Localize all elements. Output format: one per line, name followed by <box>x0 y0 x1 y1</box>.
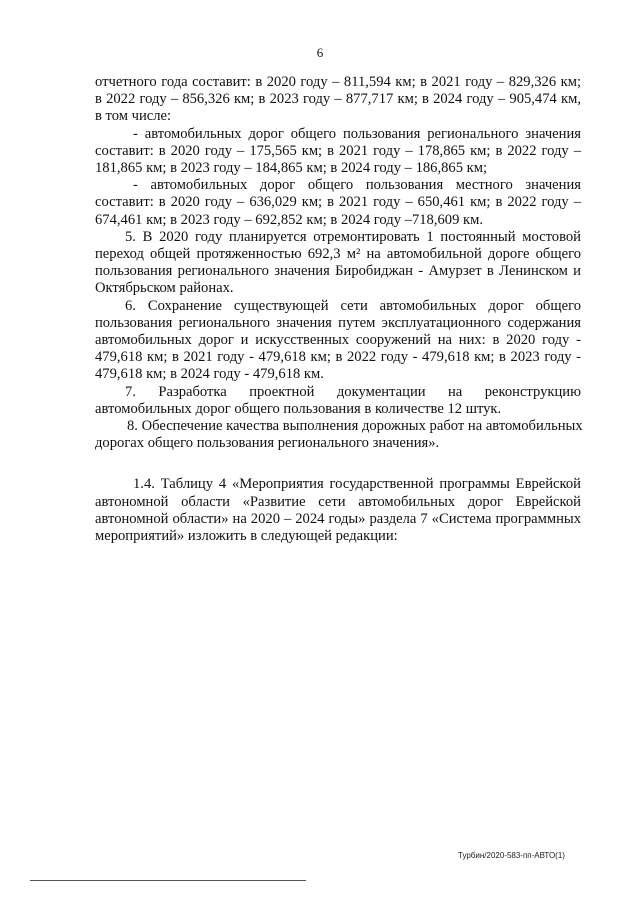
text-line: 674,461 км; в 2023 году – 692,852 км; в 2024 году –718,609 км. <box>95 211 483 228</box>
text-line: 479,618 км; в 2021 году - 479,618 км; в 2022 году - 479,618 км; в 2023 году - <box>95 349 581 366</box>
text-line: в том числе: <box>95 108 172 125</box>
text-line: в 2022 году – 856,326 км; в 2023 году – 877,717 км; в 2024 году – 905,474 км, <box>95 91 581 108</box>
text-line: Октябрьском районах. <box>95 280 234 297</box>
text-line: мероприятий» изложить в следующей редакции: <box>95 528 398 545</box>
text-line: автомобильных дорог и искусственных сооружений на них: в 2020 году - <box>95 332 581 349</box>
footer-divider <box>30 880 306 881</box>
text-line: 479,618 км; в 2024 году - 479,618 км. <box>95 366 324 383</box>
text-line: - автомобильных дорог общего пользования регионального значения <box>133 125 581 142</box>
text-line: пользования регионального значения Биробиджан - Амурзет в Ленинском и <box>95 263 581 280</box>
document-code: Турбин/2020-583-пп-АВТО(1) <box>458 851 565 860</box>
text-line: пользования регионального значения путем эксплуатационного содержания <box>95 314 581 331</box>
text-line: 1.4. Таблицу 4 «Мероприятия государственной программы Еврейской <box>133 476 581 493</box>
text-line: автономной области» на 2020 – 2024 годы» раздела 7 «Система программных <box>95 510 581 527</box>
document-body <box>95 74 581 545</box>
text-line: 5. В 2020 году планируется отремонтировать 1 постоянный мостовой <box>125 228 581 245</box>
text-line: составит: в 2020 году – 175,565 км; в 2021 году – 178,865 км; в 2022 году – <box>95 142 581 159</box>
text-line: дорогах общего пользования регионального значения». <box>95 435 440 452</box>
text-line: 7. Разработка проектной документации на реконструкцию <box>125 383 581 400</box>
text-line: отчетного года составит: в 2020 году – 811,594 км; в 2021 году – 829,326 км; <box>95 74 581 90</box>
text-line: составит: в 2020 году – 636,029 км; в 2021 году – 650,461 км; в 2022 году – <box>95 194 581 211</box>
text-line: переход общей протяженностью 692,3 м² на автомобильной дороге общего <box>95 246 581 263</box>
text-line: автомобильных дорог общего пользования в количестве 12 штук. <box>95 400 502 417</box>
text-line: 6. Сохранение существующей сети автомобильных дорог общего <box>125 297 581 314</box>
text-line: 181,865 км; в 2023 году – 184,865 км; в 2024 году – 186,865 км; <box>95 160 488 177</box>
text-line: - автомобильных дорог общего пользования местного значения <box>133 177 581 194</box>
paragraph-gap <box>95 452 581 476</box>
text-line: автономной области «Развитие сети автомобильных дорог Еврейской <box>95 493 581 510</box>
page-number: 6 <box>316 45 324 60</box>
text-line: 8. Обеспечение качества выполнения дорожных работ на автомобильных <box>127 418 583 435</box>
